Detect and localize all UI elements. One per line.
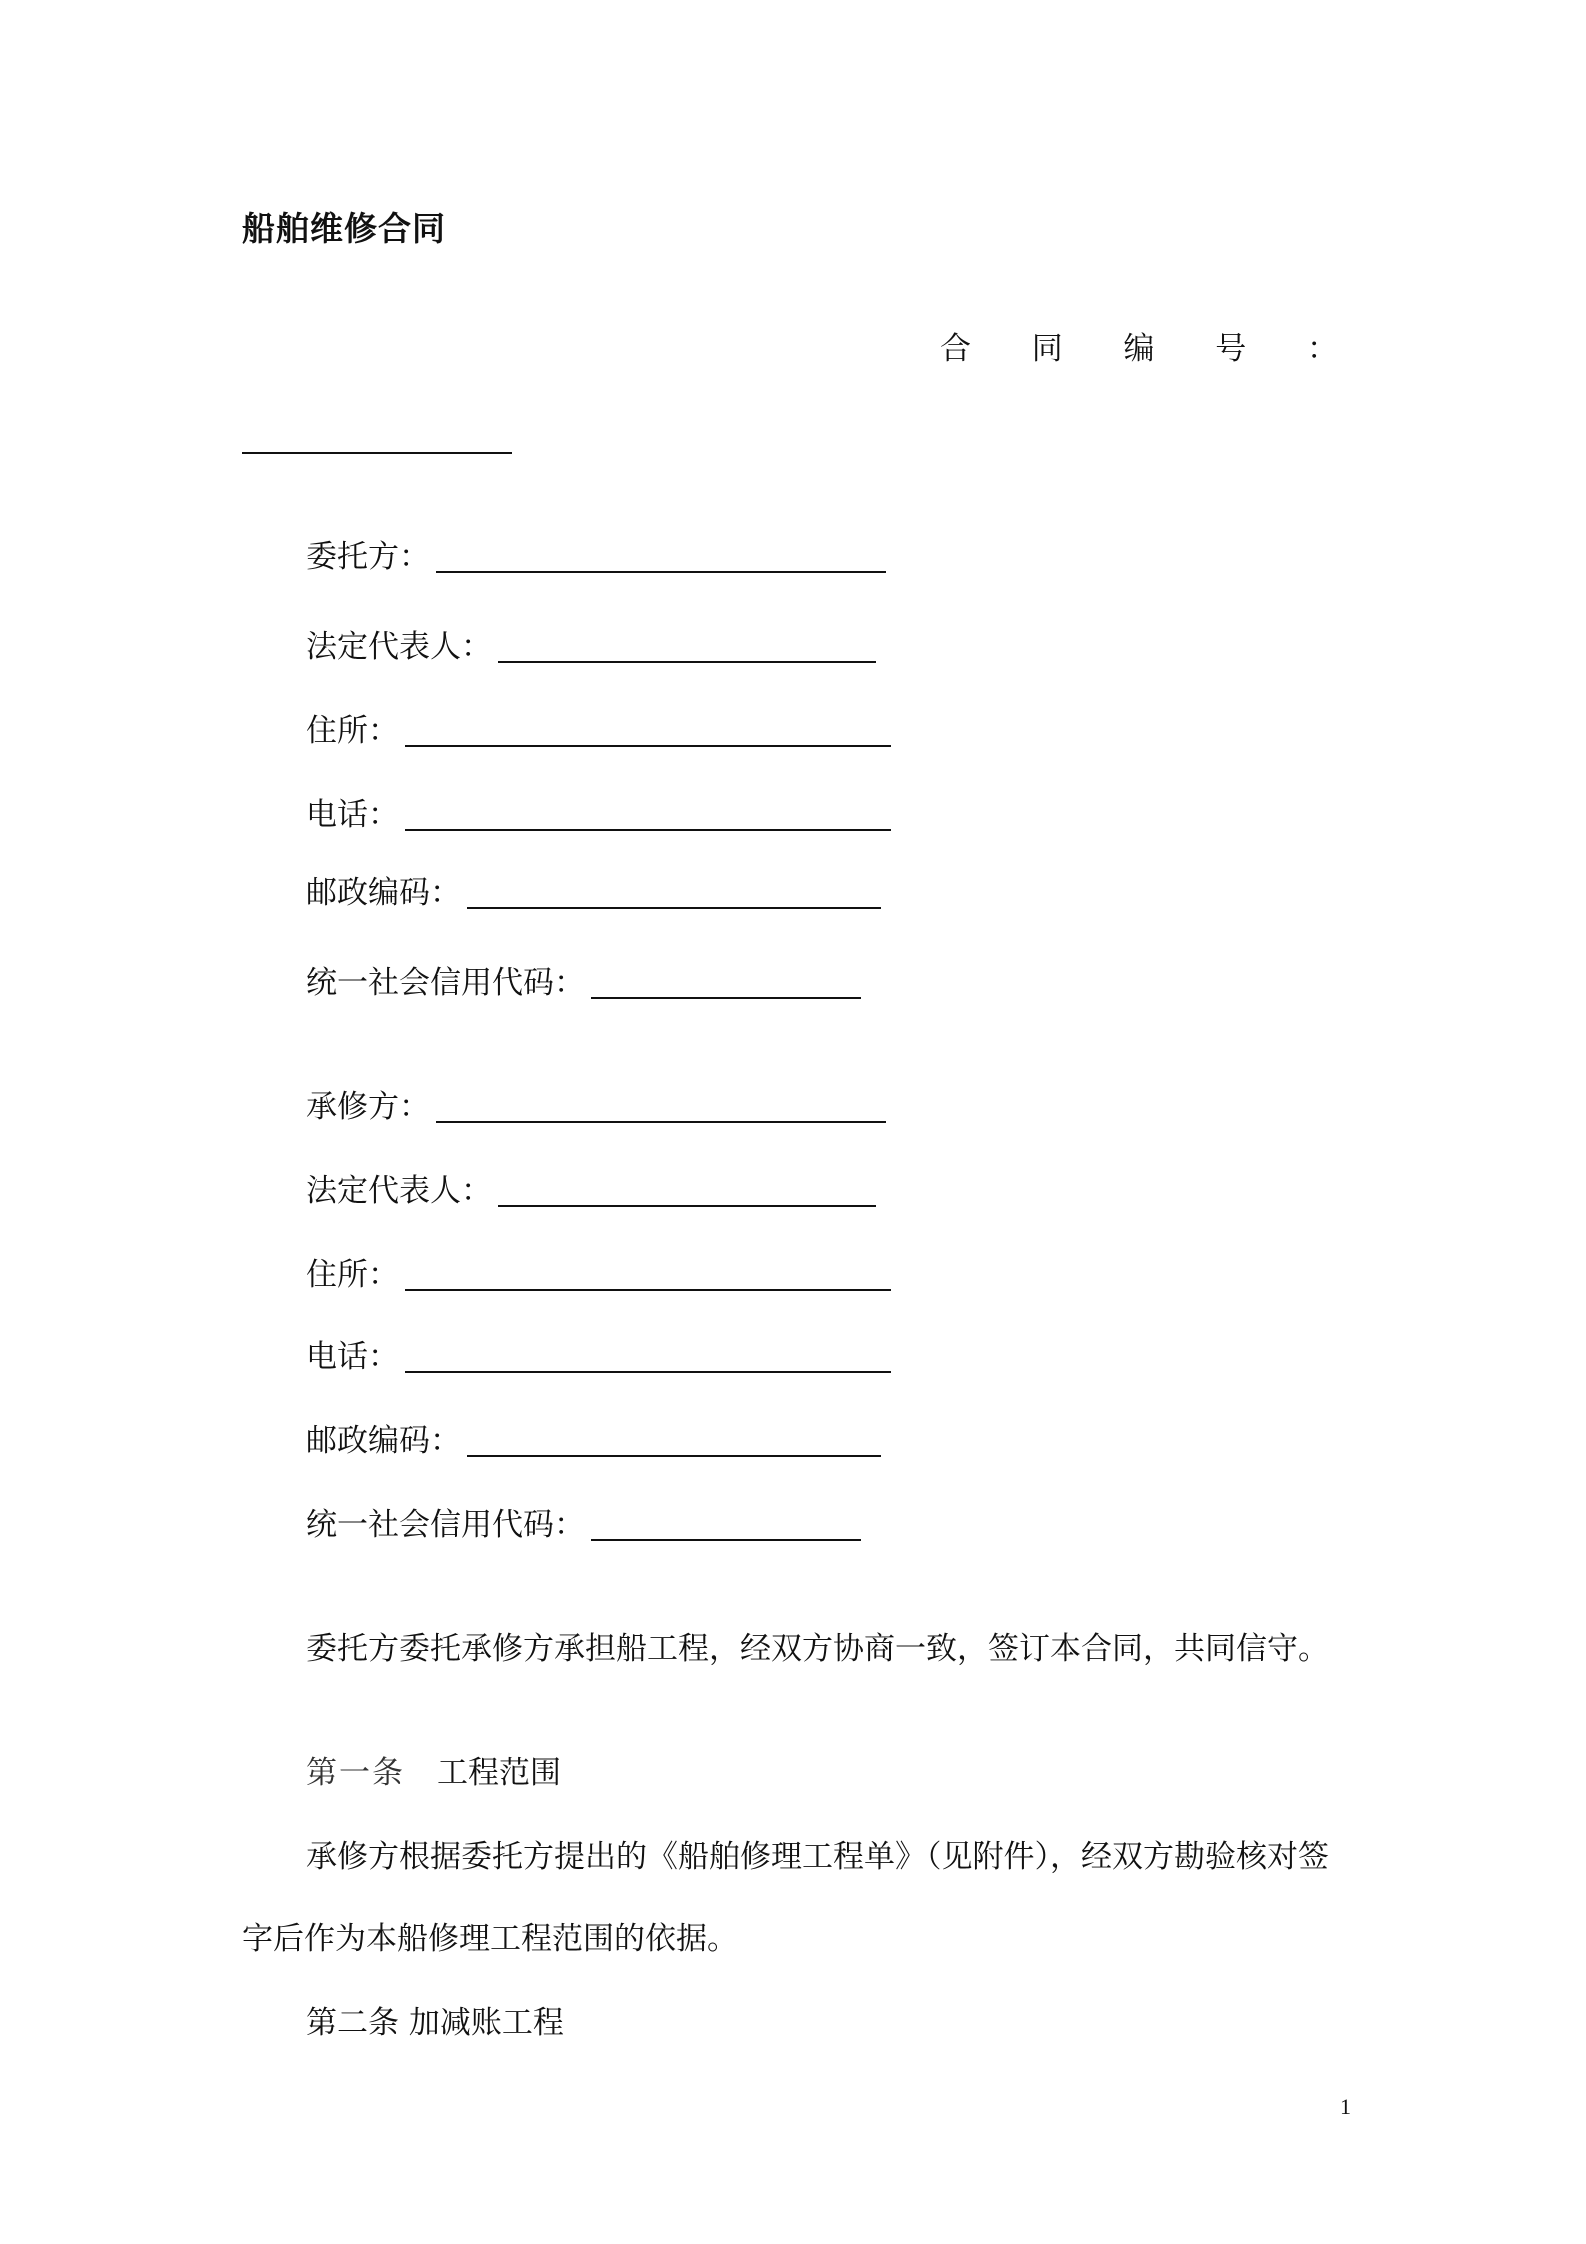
contract-number-char: ：	[1307, 331, 1338, 367]
article-2-heading: 第二条 加减账工程	[306, 2005, 564, 2041]
fill-blank	[436, 1093, 886, 1123]
field-label: 邮政编码：	[306, 1423, 461, 1459]
article-1-heading	[306, 1755, 561, 1791]
contractor-name-field	[306, 1089, 886, 1125]
client-name-field	[306, 539, 886, 575]
article-title: 工程范围	[437, 1755, 561, 1791]
fill-blank	[405, 1261, 891, 1291]
field-label: 法定代表人：	[306, 629, 492, 665]
contract-number-blank	[242, 428, 512, 454]
intro-paragraph: 委托方委托承修方承担船工程，经双方协商一致，签订本合同，共同信守。	[306, 1631, 1329, 1667]
contract-number-char: 编	[1123, 331, 1155, 367]
contractor-address-field	[306, 1257, 891, 1293]
fill-blank	[405, 1343, 891, 1373]
contract-number-char: 号	[1215, 331, 1247, 367]
document-title: 船舶维修合同	[242, 209, 446, 248]
contract-number-char: 同	[1031, 331, 1063, 367]
fill-blank	[591, 1511, 861, 1541]
article-1-text-line: 承修方根据委托方提出的《船舶修理工程单》（见附件），经双方勘验核对签	[306, 1839, 1329, 1875]
field-label: 住所：	[306, 713, 399, 749]
page-number: 1	[1340, 2094, 1351, 2119]
client-legal-rep-field	[306, 629, 876, 665]
field-label: 邮政编码：	[306, 875, 461, 911]
field-label: 法定代表人：	[306, 1173, 492, 1209]
article-number: 第一条	[306, 1755, 405, 1791]
contractor-postcode-field	[306, 1423, 881, 1459]
fill-blank	[405, 801, 891, 831]
contractor-phone-field	[306, 1339, 891, 1375]
fill-blank	[405, 717, 891, 747]
fill-blank	[467, 879, 881, 909]
fill-blank	[467, 1427, 881, 1457]
contractor-credit-code-field	[306, 1507, 861, 1543]
contract-number-char: 合	[940, 331, 971, 367]
field-label: 电话：	[306, 797, 399, 833]
field-label: 委托方：	[306, 539, 430, 575]
client-postcode-field	[306, 875, 881, 911]
contract-number-label	[940, 331, 1338, 367]
field-label: 电话：	[306, 1339, 399, 1375]
fill-blank	[498, 1177, 876, 1207]
field-label: 统一社会信用代码：	[306, 1507, 585, 1543]
contractor-legal-rep-field	[306, 1173, 876, 1209]
fill-blank	[436, 543, 886, 573]
field-label: 统一社会信用代码：	[306, 965, 585, 1001]
client-address-field	[306, 713, 891, 749]
fill-blank	[498, 633, 876, 663]
field-label: 住所：	[306, 1257, 399, 1293]
field-label: 承修方：	[306, 1089, 430, 1125]
client-credit-code-field	[306, 965, 861, 1001]
client-phone-field	[306, 797, 891, 833]
fill-blank	[591, 969, 861, 999]
article-1-text-line: 字后作为本船修理工程范围的依据。	[242, 1921, 738, 1957]
